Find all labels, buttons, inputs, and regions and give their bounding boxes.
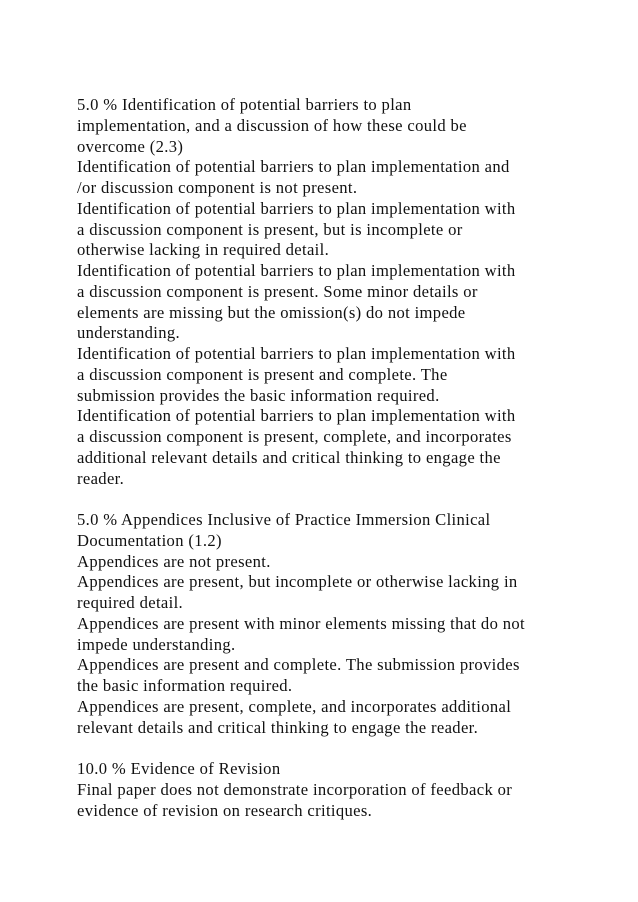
- criterion-text-line: Appendices are present with minor elements missing that do not: [77, 613, 525, 633]
- criterion-text-line: Appendices are not present.: [77, 551, 271, 571]
- criterion-text-line: understanding.: [77, 323, 181, 343]
- section-barriers: [77, 95, 617, 489]
- section-heading-line: overcome (2.3): [77, 136, 184, 156]
- criterion-text-line: submission provides the basic information required.: [77, 385, 440, 405]
- criterion-text-line: Identification of potential barriers to plan implementation with: [77, 261, 516, 280]
- document-page: [77, 95, 617, 842]
- criterion-text-line: a discussion component is present, complete, and incorporates: [77, 427, 512, 446]
- criterion-text-line: Appendices are present and complete. The submission provides: [77, 655, 520, 675]
- criterion-text-line: Final paper does not demonstrate incorporation of feedback or: [77, 779, 513, 799]
- criterion-text-line: evidence of revision on research critiques.: [77, 800, 373, 820]
- section-heading-line: 10.0 % Evidence of Revision: [77, 759, 281, 778]
- criterion-text-line: Appendices are present, complete, and incorporates additional: [77, 696, 512, 716]
- criterion-text-line: required detail.: [77, 593, 184, 612]
- criterion-text-line: elements are missing but the omission(s) do not impede: [77, 302, 466, 322]
- section-heading-line: 5.0 % Appendices Inclusive of Practice Immersion Clinical: [77, 510, 491, 529]
- criterion-text-line: a discussion component is present and complete. The: [77, 364, 448, 384]
- criterion-text-line: /or discussion component is not present.: [77, 178, 358, 197]
- criterion-text-line: additional relevant details and critical thinking to engage the: [77, 447, 501, 467]
- section-heading-line: 5.0 % Identification of potential barriers to plan: [77, 95, 412, 114]
- criterion-text-line: Appendices are present, but incomplete or otherwise lacking in: [77, 572, 518, 592]
- criterion-text-line: relevant details and critical thinking to engage the reader.: [77, 717, 479, 737]
- criterion-text-line: the basic information required.: [77, 676, 293, 695]
- criterion-text-line: Identification of potential barriers to plan implementation and: [77, 157, 510, 177]
- criterion-text-line: Identification of potential barriers to plan implementation with: [77, 344, 516, 363]
- criterion-text-line: impede understanding.: [77, 634, 236, 654]
- criterion-text-line: Identification of potential barriers to plan implementation with: [77, 406, 516, 426]
- section-appendices: [77, 510, 617, 738]
- criterion-text-line: Identification of potential barriers to plan implementation with: [77, 198, 516, 218]
- criterion-text-line: otherwise lacking in required detail.: [77, 240, 330, 260]
- criterion-text-line: a discussion component is present. Some minor details or: [77, 281, 478, 301]
- section-heading-line: Documentation (1.2): [77, 530, 222, 550]
- criterion-text-line: a discussion component is present, but is incomplete or: [77, 219, 463, 239]
- section-heading-line: implementation, and a discussion of how these could be: [77, 115, 467, 135]
- section-revision: [77, 759, 617, 821]
- criterion-text-line: reader.: [77, 468, 125, 488]
